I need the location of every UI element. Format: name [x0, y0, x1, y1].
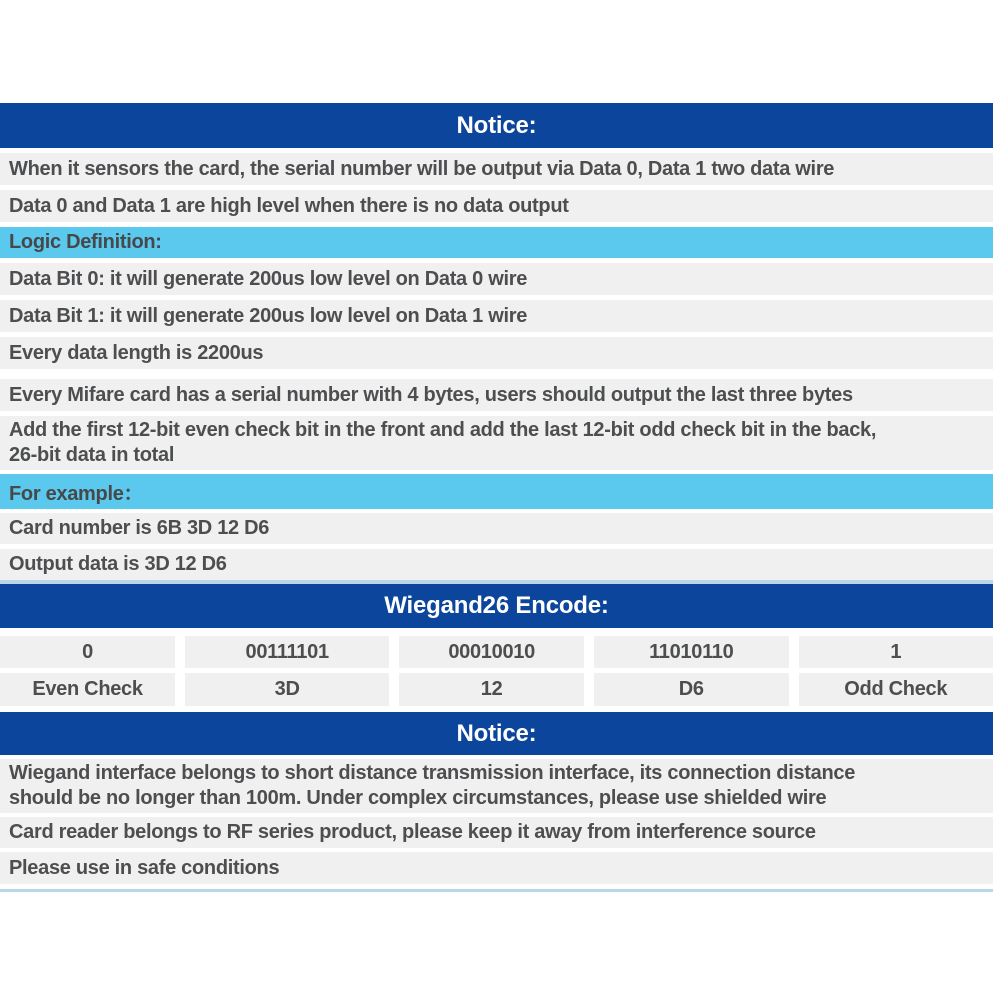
encode-cell-odd-bit: 1 [799, 636, 994, 668]
wiegand-distance-line-2: should be no longer than 100m. Under complex circumstances, please use shielded wire [9, 787, 827, 809]
text-row-output-data: Output data is 3D 12 D6 [0, 549, 993, 580]
text-row-data-bit-1: Data Bit 1: it will generate 200us low level on Data 1 wire [0, 300, 993, 332]
check-bits-line-1: Add the first 12-bit even check bit in the front and add the last 12-bit odd check bit in the back, [9, 419, 877, 441]
encode-cell-even-check: Even Check [0, 673, 175, 706]
separator-line-bottom [0, 889, 993, 892]
encode-table-binary-row [0, 636, 993, 668]
text-row-mifare-serial: Every Mifare card has a serial number with 4 bytes, users should output the last three bytes [0, 379, 993, 411]
spec-sheet [0, 103, 993, 892]
notice-header-bottom-title: Notice: [456, 719, 537, 747]
encode-table-label-row [0, 673, 993, 706]
wiegand-distance-line-1: Wiegand interface belongs to short distance transmission interface, its connection distance [9, 762, 856, 784]
text-row-wiegand-distance [0, 759, 993, 813]
text-row-high-level: Data 0 and Data 1 are high level when there is no data output [0, 190, 993, 222]
encode-cell-hex-12: 12 [399, 673, 584, 706]
encode-cell-binary-3d: 00111101 [185, 636, 389, 668]
wiegand26-encode-header [0, 584, 993, 628]
text-row-card-number: Card number is 6B 3D 12 D6 [0, 513, 993, 544]
logic-definition-label: Logic Definition: [9, 231, 162, 253]
encode-cell-even-bit: 0 [0, 636, 175, 668]
notice-header-bottom [0, 712, 993, 755]
check-bits-line-2: 26-bit data in total [9, 444, 175, 466]
text-row-check-bits [0, 416, 993, 470]
wiegand26-encode-title: Wiegand26 Encode: [384, 592, 609, 619]
encode-cell-odd-check: Odd Check [799, 673, 994, 706]
text-row-safe-conditions: Please use in safe conditions [0, 852, 993, 884]
encode-cell-binary-12: 00010010 [399, 636, 584, 668]
for-example-label-row [0, 474, 993, 509]
notice-header-top [0, 103, 993, 148]
encode-cell-hex-d6: D6 [594, 673, 788, 706]
logic-definition-label-row [0, 227, 993, 258]
text-row-sensor-output: When it sensors the card, the serial number will be output via Data 0, Data 1 two data wire [0, 153, 993, 185]
notice-header-top-title: Notice: [456, 111, 537, 139]
text-row-data-length: Every data length is 2200us [0, 337, 993, 369]
encode-cell-hex-3d: 3D [185, 673, 389, 706]
text-row-data-bit-0: Data Bit 0: it will generate 200us low level on Data 0 wire [0, 263, 993, 295]
for-example-label: For example： [9, 483, 144, 505]
encode-cell-binary-d6: 11010110 [594, 636, 788, 668]
text-row-rf-interference: Card reader belongs to RF series product, please keep it away from interference source [0, 817, 993, 848]
